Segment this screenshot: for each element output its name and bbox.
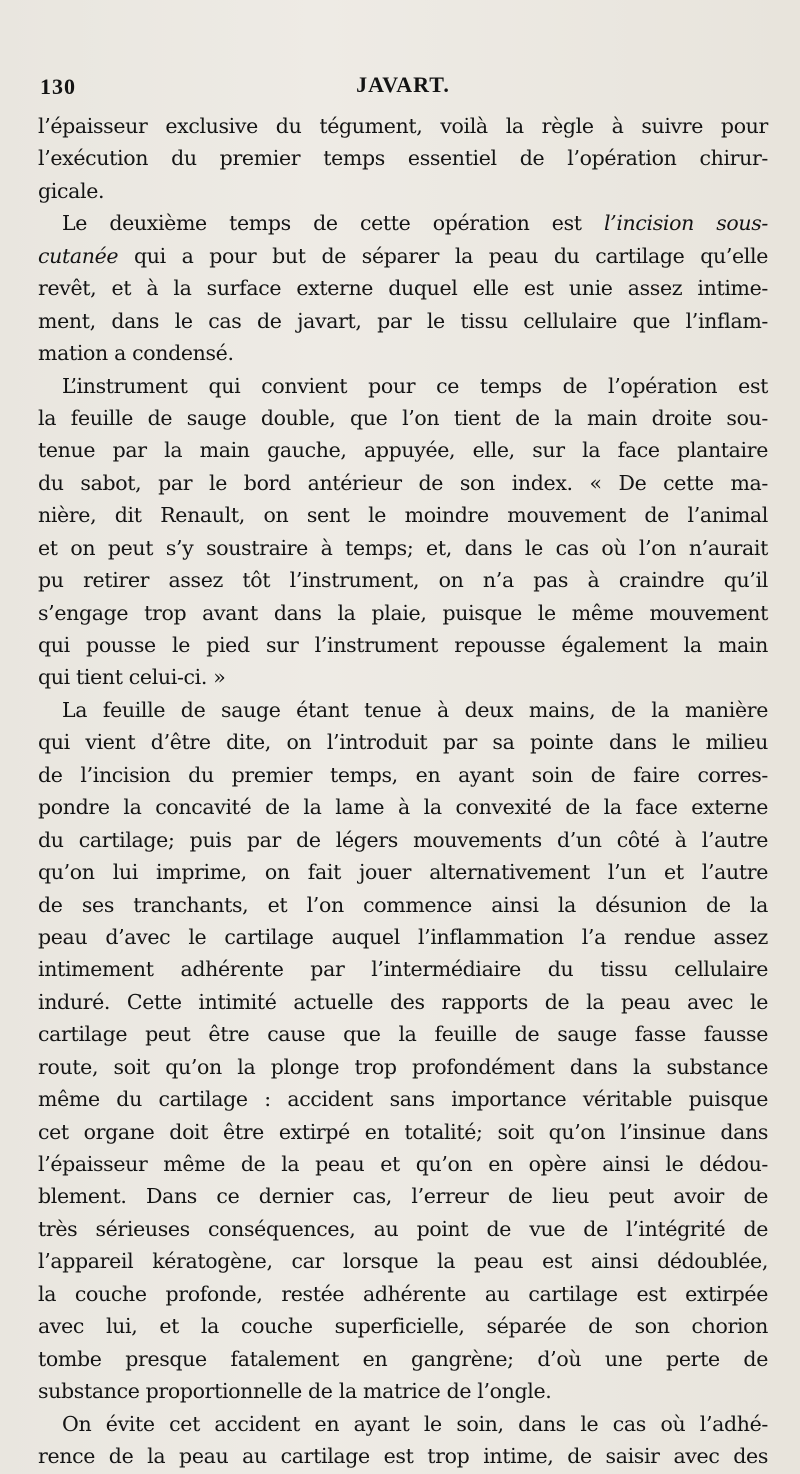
text-line: l’exécution du premier temps essentiel de l’opération chirur-	[38, 146, 768, 171]
text-line: la couche profonde, restée adhérente au cartilage est extirpée	[38, 1281, 768, 1306]
page-number: 130	[40, 74, 76, 99]
text-line: qui tient celui-ci. »	[38, 665, 226, 690]
text-line: avec lui, et la couche superficielle, séparée de son chorion	[38, 1314, 768, 1339]
text-line: cet organe doit être extirpé en totalité; soit qu’on l’insinue dans	[38, 1119, 768, 1144]
text-line: s’engage trop avant dans la plaie, puisque le même mouvement	[38, 600, 768, 625]
text-line: l’épaisseur exclusive du tégument, voilà la règle à suivre pour	[38, 114, 768, 138]
italic-term: cutanée	[38, 243, 119, 268]
running-head	[38, 66, 768, 110]
text-line: l’appareil kératogène, car lorsque la peau est ainsi dédoublée,	[38, 1249, 768, 1274]
text-line: tombe presque fatalement en gangrène; d’où une perte de	[38, 1346, 768, 1371]
text-line: intimement adhérente par l’intermédiaire du tissu cellulaire	[38, 957, 768, 982]
text-line: même du cartilage : accident sans importance véritable puisque	[38, 1087, 768, 1112]
text-line	[38, 240, 768, 272]
text-line: très sérieuses conséquences, au point de vue de l’intégrité de	[38, 1216, 768, 1241]
text-line: induré. Cette intimité actuelle des rapports de la peau avec le	[38, 989, 768, 1014]
text-line: ment, dans le cas de javart, par le tissu cellulaire que l’inflam-	[38, 308, 768, 333]
text-line	[38, 207, 768, 239]
text-line: blement. Dans ce dernier cas, l’erreur de lieu peut avoir de	[38, 1184, 768, 1209]
text-line: route, soit qu’on la plonge trop profondément dans la substance	[38, 1054, 768, 1079]
text-line: qui vient d’être dite, on l’introduit par sa pointe dans le milieu	[38, 730, 768, 755]
text-line: de l’incision du premier temps, en ayant soin de faire corres-	[38, 762, 768, 787]
text-segment: Le deuxième temps de cette opération est	[62, 211, 604, 236]
text-line: mation a condensé.	[38, 341, 234, 366]
text-line: qui pousse le pied sur l’instrument repousse également la main	[38, 633, 768, 657]
text-line: et on peut s’y soustraire à temps; et, dans le cas où l’on n’aurait	[38, 535, 768, 560]
italic-term: l’incision sous-	[603, 211, 768, 236]
text-line: nière, dit Renault, on sent le moindre mouvement de l’animal	[38, 503, 768, 528]
text-line: l’épaisseur même de la peau et qu’on en opère ainsi le dédou-	[38, 1152, 768, 1176]
text-line: On évite cet accident en ayant le soin, dans le cas où l’adhé-	[62, 1411, 768, 1436]
text-line: cartilage peut être cause que la feuille de sauge fasse fausse	[38, 1022, 768, 1047]
text-line: peau d’avec le cartilage auquel l’inflammation l’a rendue assez	[38, 924, 768, 949]
text-line: qu’on lui imprime, on fait jouer alternativement l’un et l’autre	[38, 860, 768, 885]
text-line: pu retirer assez tôt l’instrument, on n’a pas à craindre qu’il	[38, 568, 768, 593]
text-segment: qui a pour but de séparer la peau du cartilage qu’elle	[118, 243, 768, 268]
text-line: de ses tranchants, et l’on commence ainsi la désunion de la	[38, 892, 768, 917]
text-line: du sabot, par le bord antérieur de son index. « De cette ma-	[38, 470, 768, 495]
text-line: rence de la peau au cartilage est trop intime, de saisir avec des	[38, 1443, 768, 1468]
text-line: La feuille de sauge étant tenue à deux mains, de la manière	[62, 697, 768, 722]
text-line: la feuille de sauge double, que l’on tient de la main droite sou-	[38, 405, 768, 430]
text-line: pondre la concavité de la lame à la convexité de la face externe	[38, 795, 768, 820]
running-title: JAVART.	[356, 72, 450, 97]
text-line: substance proportionnelle de la matrice de l’ongle.	[38, 1379, 552, 1404]
text-line: tenue par la main gauche, appuyée, elle, sur la face plantaire	[38, 438, 768, 463]
body-text	[38, 110, 768, 1472]
text-line: gicale.	[38, 178, 105, 203]
text-line: revêt, et à la surface externe duquel elle est unie assez intime-	[38, 276, 768, 301]
text-line: du cartilage; puis par de légers mouvements d’un côté à l’autre	[38, 827, 768, 852]
text-line: L’instrument qui convient pour ce temps de l’opération est	[62, 373, 768, 398]
